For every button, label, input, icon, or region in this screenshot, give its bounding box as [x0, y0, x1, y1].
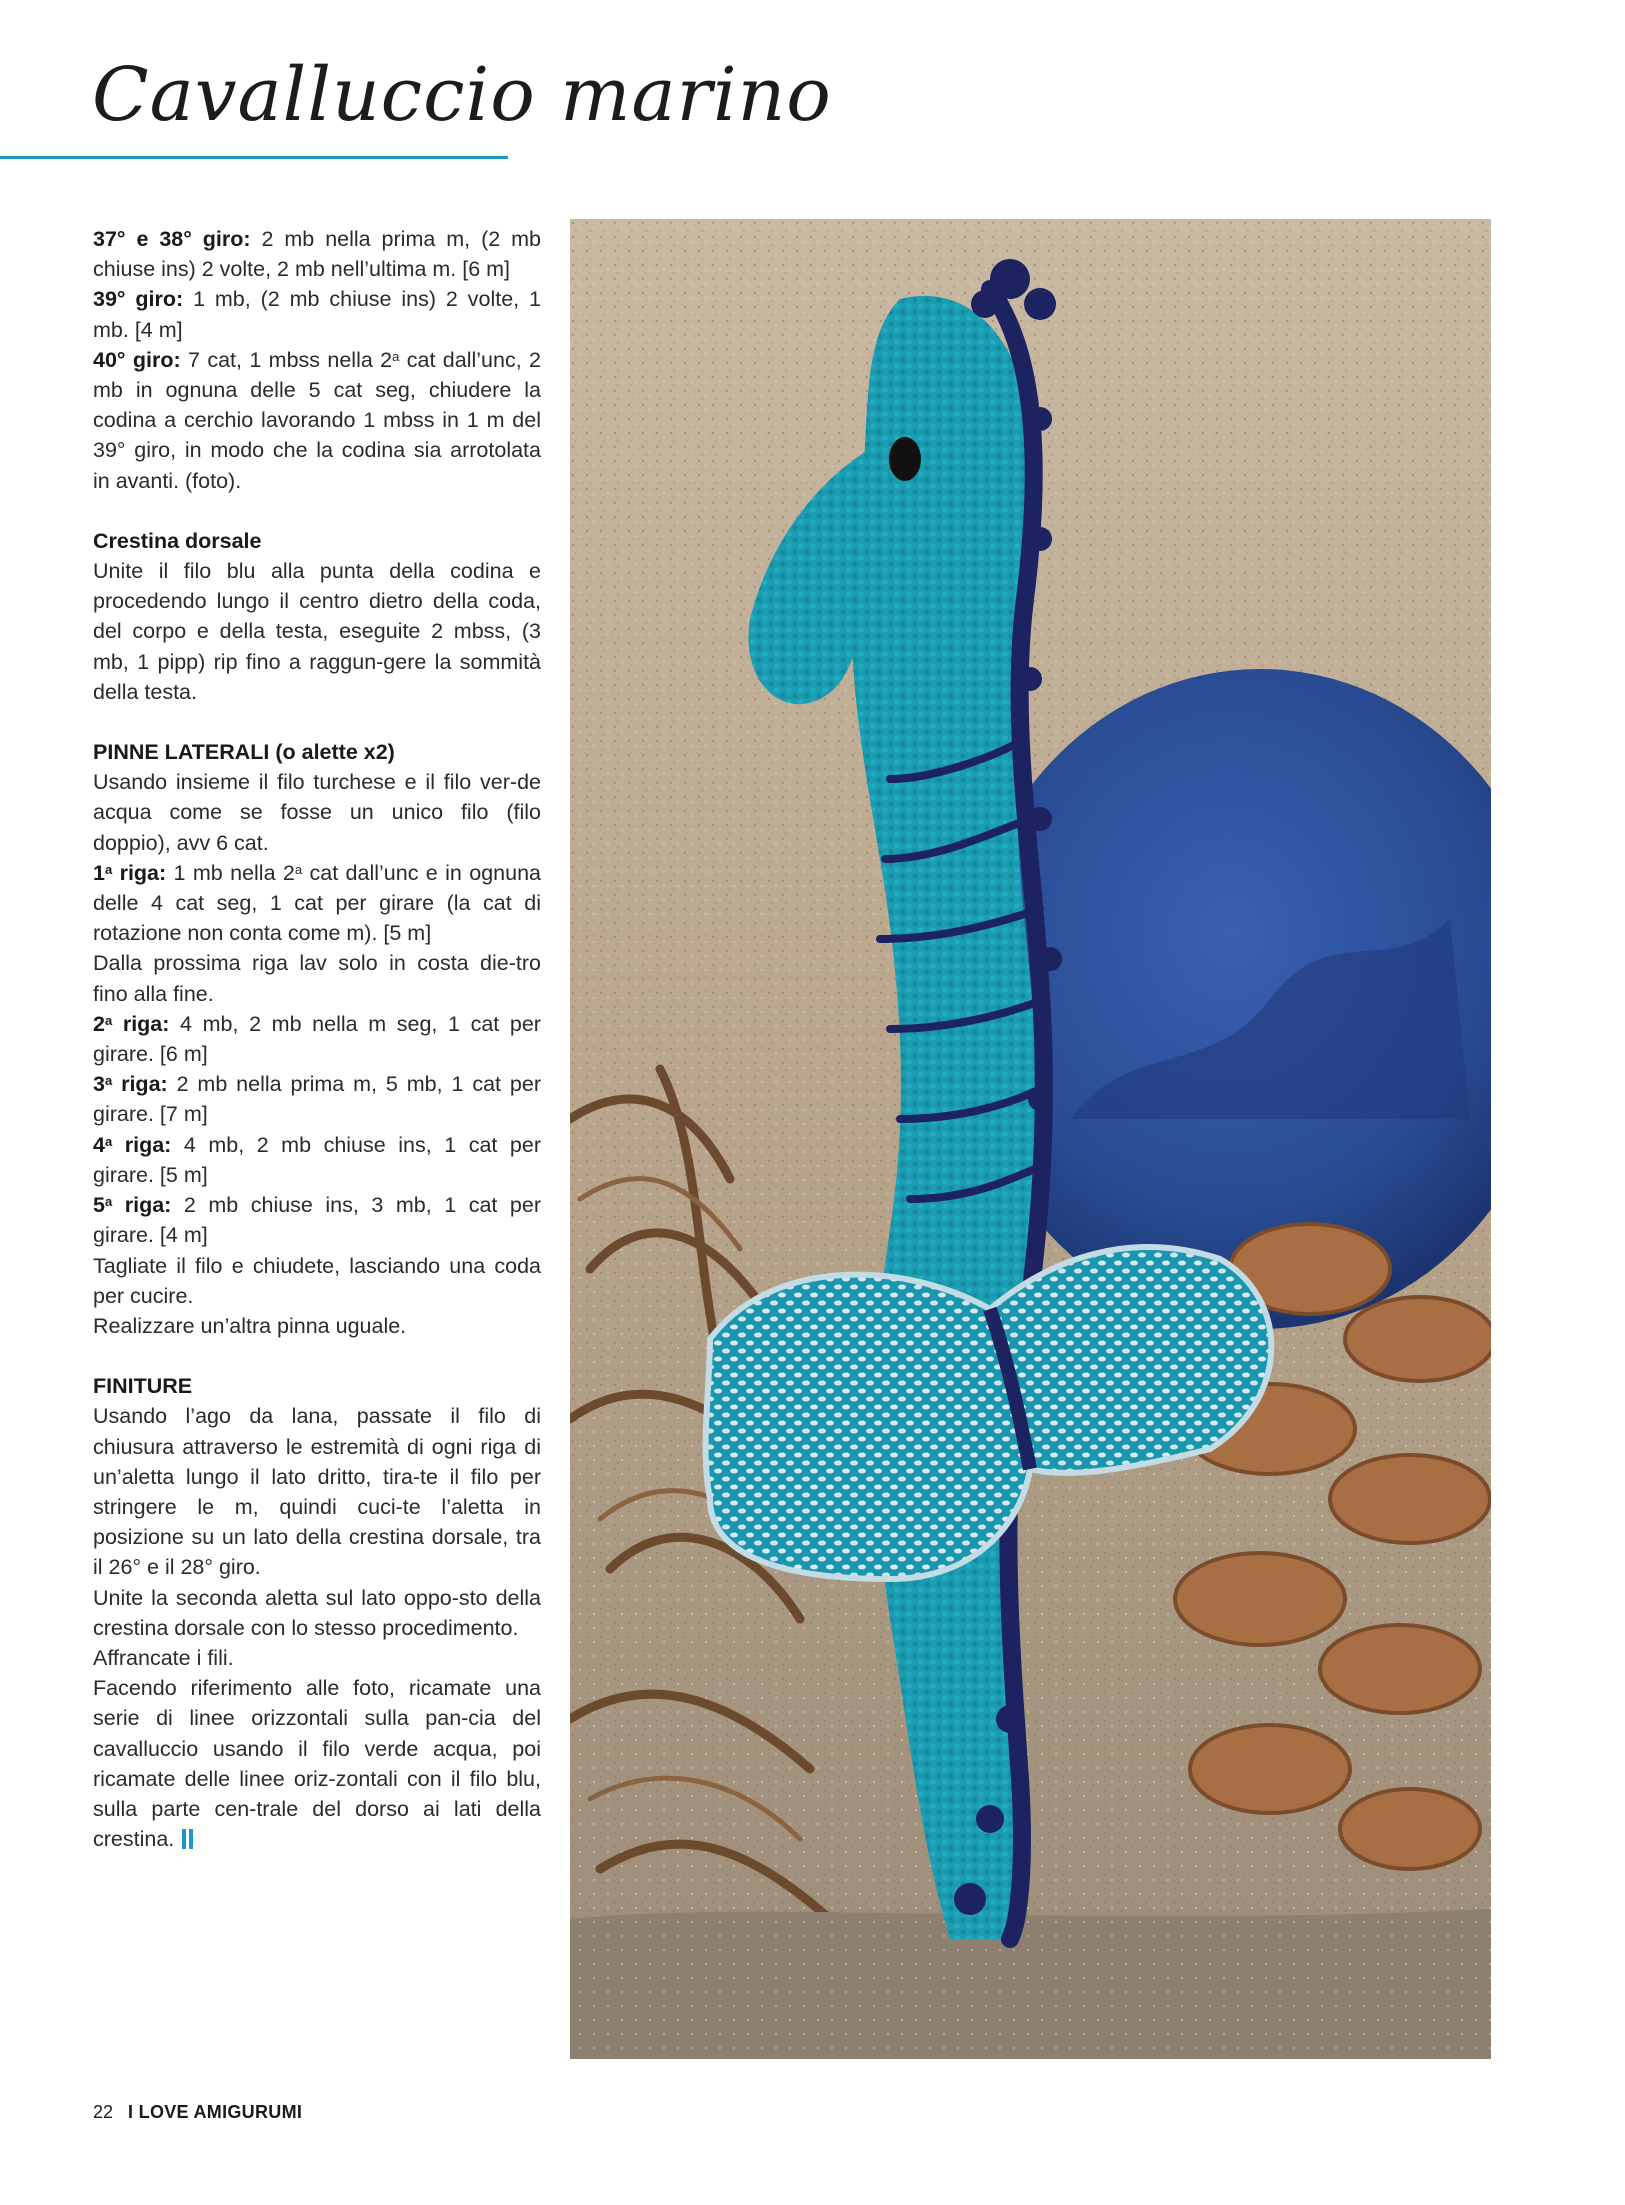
round-39 [93, 284, 541, 344]
finish-p1: Usando l’ago da lana, passate il filo di chiusura attraverso le estremità di ogni riga di un’aletta lungo il lato dritto, tira-te il filo per stringere le m, quindi cuci-te l’aletta in posizione su un lato della crestina dorsale, tra il 26° e il 28° giro. [93, 1404, 541, 1580]
seahorse-illustration [570, 219, 1491, 2059]
fin-row-1-sup: a [294, 861, 303, 877]
finish-p4: Facendo riferimento alle foto, ricamate una serie di linee orizzontali sulla pan-cia del cavalluccio usando il filo verde acqua, poi ricamate delle linee oriz-zontali con il filo blu, sulla parte cen-trale del dorso ai lati della crestina. [93, 1676, 541, 1852]
instructions-column [93, 224, 541, 1854]
fin-row-5-text: 2 mb chiuse ins, 3 mb, 1 cat per girare. [4 m] [93, 1193, 541, 1248]
crest-text: Unite il filo blu alla punta della codina e procedendo lungo il centro dietro della coda, del corpo e della testa, eseguite 2 mbss, (3 mb, 1 pipp) rip fino a raggun-gere la sommità della testa. [93, 559, 541, 704]
fin-row-3-text: 2 mb nella prima m, 5 mb, 1 cat per girare. [7 m] [93, 1072, 541, 1127]
round-37-38 [93, 224, 541, 284]
fin-row-1-text-b: cat dall’unc e in ognuna delle 4 cat seg, 1 cat per girare (la cat di rotazione non conta come m). [5 m] [93, 860, 541, 946]
page-footer [93, 2102, 302, 2123]
fin-row-3-label: 3$^a$ riga: [93, 1072, 168, 1097]
round-40-sup: a [392, 348, 400, 364]
seahorse-photo [570, 219, 1491, 2059]
finish-p2: Unite la seconda aletta sul lato oppo-sto della crestina dorsale con lo stesso procedimento. [93, 1585, 541, 1640]
fins-note: Dalla prossima riga lav solo in costa die-tro fino alla fine. [93, 951, 541, 1006]
fin-row-1-text-a: 1 mb nella 2 [173, 860, 295, 885]
fin-row-4 [93, 1130, 541, 1190]
round-37-38-text: 2 mb nella prima m, (2 mb chiuse ins) 2 volte, 2 mb nell’ultima m. [6 m] [93, 227, 541, 282]
round-39-label: 39° giro: [93, 287, 184, 312]
fins-intro: Usando insieme il filo turchese e il filo ver-de acqua come se fosse un unico filo (filo doppio), avv 6 cat. [93, 770, 541, 855]
round-40-text-a: 7 cat, 1 mbss nella 2 [188, 347, 393, 372]
fin-row-2 [93, 1009, 541, 1069]
round-40-label: 40° giro: [93, 347, 181, 372]
fin-row-4-text: 4 mb, 2 mb chiuse ins, 1 cat per girare. [5 m] [93, 1132, 541, 1187]
page-number: 22 [93, 2102, 114, 2122]
fins-repeat: Realizzare un’altra pinna uguale. [93, 1313, 407, 1338]
title-underline [0, 156, 508, 159]
fin-row-3 [93, 1069, 541, 1129]
crest-heading: Crestina dorsale [93, 528, 262, 553]
fin-row-5 [93, 1190, 541, 1250]
round-40 [93, 345, 541, 496]
round-40-text-b: cat dall’unc, 2 mb in ognuna delle 5 cat seg, chiudere la codina a cerchio lavorando 1 mbss in 1 m del 39° giro, in modo che la codina sia arrotolata in avanti. (foto). [93, 347, 541, 493]
fin-row-5-label: 5$^a$ riga: [93, 1193, 172, 1218]
fin-row-1-label: 1$^a$ riga: [93, 860, 167, 885]
round-37-38-label: 37° e 38° giro: [93, 227, 251, 251]
fin-row-4-label: 4$^a$ riga: [93, 1132, 172, 1157]
fins-heading: PINNE LATERALI (o alette x2) [93, 740, 395, 765]
fin-row-1 [93, 858, 541, 949]
fins-cut: Tagliate il filo e chiudete, lasciando una coda per cucire. [93, 1253, 541, 1308]
finish-p3: Affrancate i fili. [93, 1645, 234, 1670]
publication-name: I LOVE AMIGURUMI [128, 2102, 303, 2122]
fin-row-2-label: 2$^a$ riga: [93, 1011, 170, 1036]
fin-row-2-text: 4 mb, 2 mb nella m seg, 1 cat per girare. [6 m] [93, 1011, 541, 1067]
spacer [93, 496, 541, 526]
spacer [93, 1341, 541, 1371]
finish-heading: FINITURE [93, 1374, 193, 1399]
round-39-text: 1 mb, (2 mb chiuse ins) 2 volte, 1 mb. [4 m] [93, 287, 541, 342]
page-title: Cavalluccio marino [92, 52, 832, 138]
end-of-article-icon [182, 1829, 196, 1849]
spacer [93, 707, 541, 737]
